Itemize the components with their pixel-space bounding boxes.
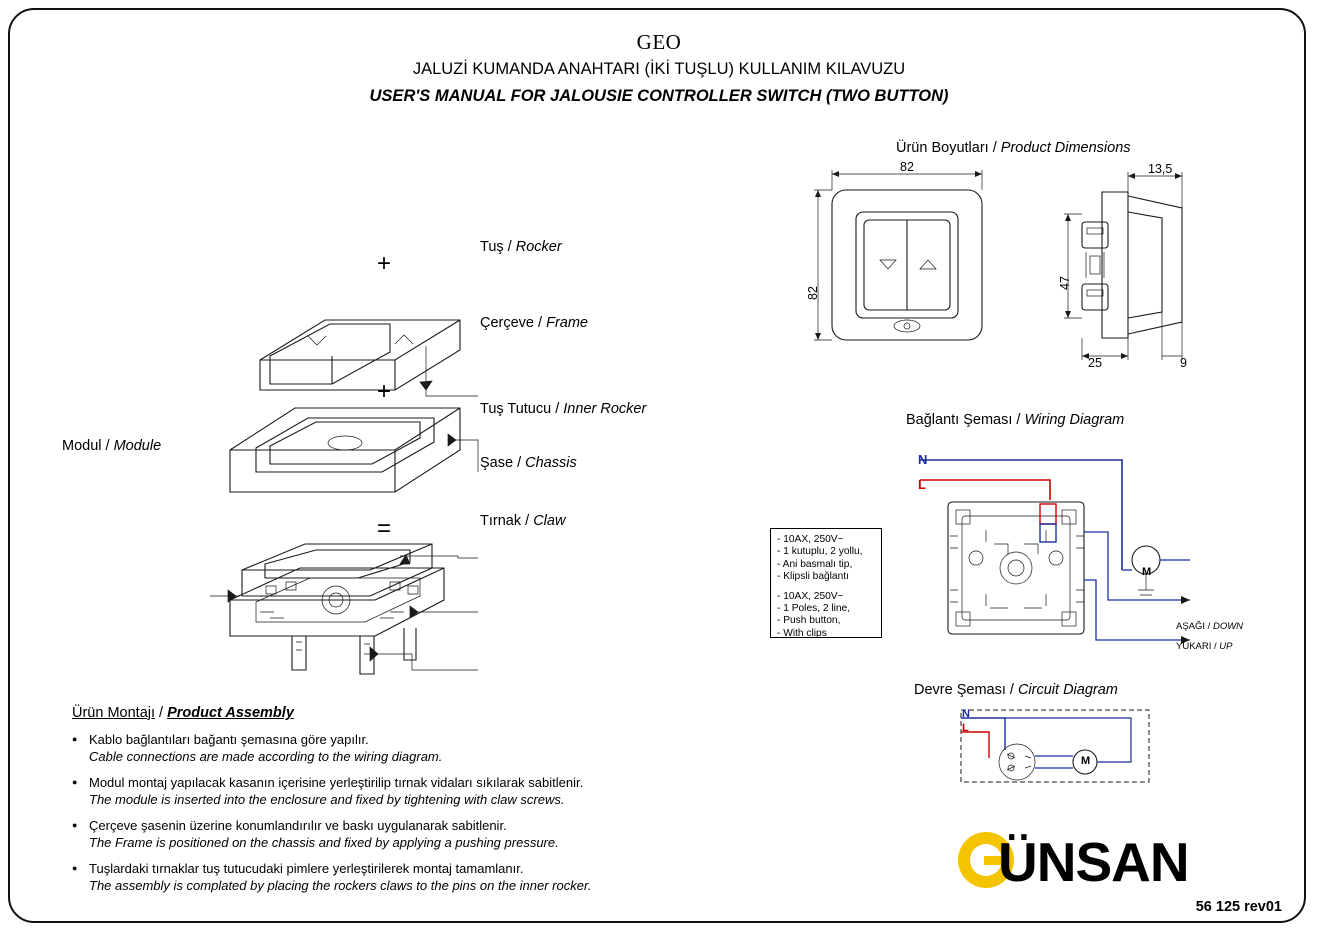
assembly-title bbox=[72, 705, 692, 721]
title-turkish: JALUZİ KUMANDA ANAHTARI (İKİ TUŞLU) KULLANIM KILAVUZU bbox=[412, 60, 906, 78]
dimension-height: 82 bbox=[806, 286, 820, 300]
label-chassis: Şase / Chassis bbox=[480, 455, 577, 471]
circuit-neutral-label: N bbox=[962, 708, 970, 720]
assembly-item-tr: Tuşlardaki tırnaklar tuş tutucudaki pimlere yerleştirilerek montaj tamamlanır. bbox=[89, 861, 524, 876]
assembly-title-en: Product Assembly bbox=[167, 705, 294, 721]
company-logo bbox=[958, 831, 1258, 893]
logo-wordmark: ÜNSAN bbox=[998, 831, 1189, 893]
spec-tr-2: - Ani basmalı tip, bbox=[777, 558, 853, 570]
title-english: USER'S MANUAL FOR JALOUSIE CONTROLLER SWITCH (TWO BUTTON) bbox=[369, 87, 949, 105]
list-item bbox=[72, 774, 692, 808]
circuit-live-label: L bbox=[962, 722, 969, 734]
list-item bbox=[72, 817, 692, 851]
wiring-diagram bbox=[890, 440, 1220, 680]
circuit-motor-label: M bbox=[1081, 755, 1091, 767]
spec-tr-1: - 1 kutuplu, 2 yollu, bbox=[777, 546, 863, 558]
brand-name: GEO bbox=[636, 30, 682, 54]
rocker-part bbox=[260, 320, 460, 390]
label-rocker: Tuş / Rocker bbox=[480, 239, 562, 255]
assembly-section bbox=[72, 705, 692, 903]
specification-box bbox=[770, 528, 882, 638]
wiring-neutral-label: N bbox=[918, 452, 928, 467]
assembly-item-en: The assembly is complated by placing the rockers claws to the pins on the inner rocker. bbox=[89, 878, 592, 893]
dimension-depth: 13,5 bbox=[1148, 162, 1173, 176]
assembly-item-en: The module is inserted into the enclosure and fixed by tightening with claw screws. bbox=[89, 792, 565, 807]
label-frame: Çerçeve / Frame bbox=[480, 315, 588, 331]
list-item bbox=[72, 731, 692, 765]
plus-sign-2: + bbox=[377, 378, 392, 405]
spec-en-3: - With clips bbox=[777, 627, 827, 639]
assembly-item-tr: Kablo bağlantıları bağantı şemasına göre yapılır. bbox=[89, 732, 369, 747]
circuit-diagram bbox=[945, 706, 1195, 806]
assembly-item-tr: Modul montaj yapılacak kasanın içerisine yerleştirilip tırnak vidaları sıkılarak sabitlenir. bbox=[89, 775, 584, 790]
wiring-up-label: YUKARI / UP bbox=[1176, 641, 1233, 652]
frame-part bbox=[230, 408, 460, 492]
dimension-side-height: 47 bbox=[1058, 276, 1072, 290]
wiring-diagram-title: Bağlantı Şeması / Wiring Diagram bbox=[906, 412, 1125, 428]
dimensions-diagram bbox=[810, 160, 1230, 380]
plus-sign-1: + bbox=[377, 250, 392, 277]
wiring-motor-label: M bbox=[1142, 566, 1152, 578]
circuit-diagram-title: Devre Şeması / Circuit Diagram bbox=[914, 682, 1118, 698]
label-module: Modul / Module bbox=[62, 438, 162, 454]
dimension-back-depth: 25 bbox=[1088, 356, 1102, 370]
assembly-title-tr: Ürün Montajı bbox=[72, 705, 156, 721]
document-header bbox=[0, 30, 1318, 106]
wiring-live-label: L bbox=[918, 477, 926, 492]
equals-sign: = bbox=[377, 515, 392, 542]
spec-en-0: - 10AX, 250V~ bbox=[777, 590, 844, 602]
spec-en-2: - Push button, bbox=[777, 615, 841, 627]
wiring-down-label: AŞAĞI / DOWN bbox=[1176, 621, 1244, 632]
assembly-item-tr: Çerçeve şasenin üzerine konumlandırılır ve baskı uygulanarak sabitlenir. bbox=[89, 818, 507, 833]
dimensions-title: Ürün Boyutları / Product Dimensions bbox=[896, 140, 1131, 156]
assembly-item-en: The Frame is positioned on the chassis and fixed by applying a pushing pressure. bbox=[89, 835, 559, 850]
spec-tr-3: - Klipsli bağlantı bbox=[777, 571, 849, 583]
spec-en-1: - 1 Poles, 2 line, bbox=[777, 603, 851, 615]
exploded-view-diagram bbox=[60, 150, 680, 690]
assembly-item-en: Cable connections are made according to the wiring diagram. bbox=[89, 749, 443, 764]
label-inner-rocker: Tuş Tutucu / Inner Rocker bbox=[480, 401, 647, 417]
dimension-width: 82 bbox=[900, 160, 914, 174]
assembly-title-sep: / bbox=[155, 705, 168, 721]
dimension-front-depth: 9 bbox=[1180, 356, 1187, 370]
document-code: 56 125 rev01 bbox=[1195, 899, 1282, 915]
list-item bbox=[72, 860, 692, 894]
spec-tr-0: - 10AX, 250V~ bbox=[777, 534, 844, 545]
label-claw: Tırnak / Claw bbox=[480, 513, 566, 529]
